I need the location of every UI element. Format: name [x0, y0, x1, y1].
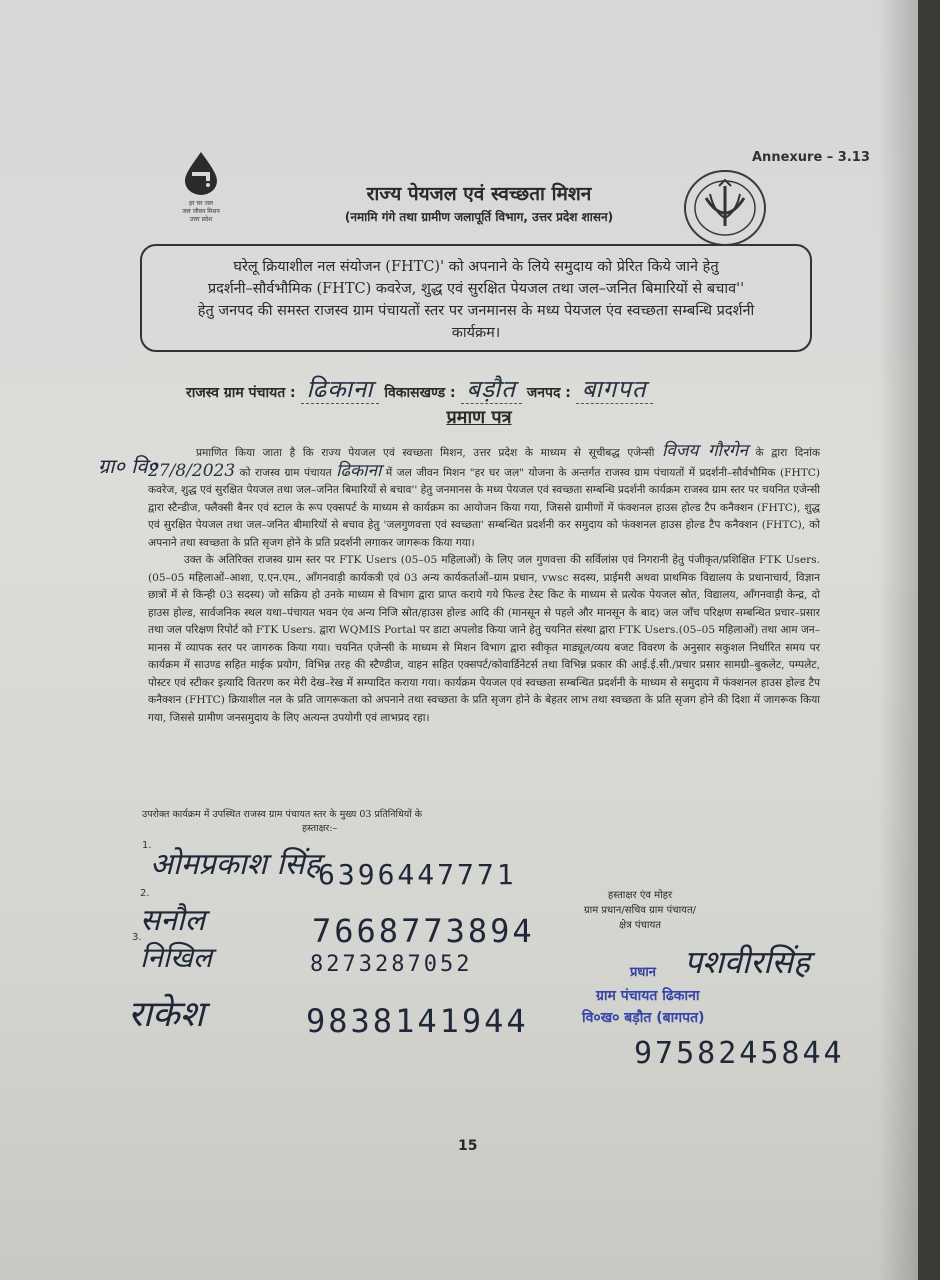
rep-3-phone: 8273287052 [310, 952, 473, 977]
program-description-box [140, 244, 812, 352]
present-note-line2: हस्ताक्षर:– [302, 823, 338, 834]
program-line-4: कार्यक्रम। [451, 325, 501, 341]
paragraph-2: उक्त के अतिरिक्त राजस्व ग्राम स्तर पर FTK Users (05–05 महिलाओं) के लिए जल गुणवत्ता की सर्विलांस एवं निगरानी हेतु पंजीकृत/प्रशिक्षित FTK Users.(05–05 महिलाओं–आशा, ए.एन.एम., आँगनवाड़ी कार्यकत्री एवं 03 अन्य कार्यकर्ताओं–ग्राम प्रधान, vwsc सदस्य, प्राईमरी अथवा प्राथमिक विद्यालय के प्रधानाचार्य, विज्ञान छात्रों में से किन्ही 03 सदस्य) जो सक्रिय हो उनके माध्यम से विभाग द्वारा प्राप्त कराये गये फिल्ड टेस्ट किट के माध्यम से प्रत्येक पेयजल स्रोत, विद्यालय, आँगनवाड़ी केन्द्र, दो हाउस होल्ड, सार्वजनिक स्थल यथा–पंचायत भवन एंव अन्य निजि स्रोत/हाउस होल्ड आदि की (मानसून से पहले और मानसून के बाद) जल जाँच परिक्षण सम्बन्धित प्रचार–प्रसार तथा जल परिक्षण रिपोर्ट को FTK Users. द्वारा WQMIS Portal पर डाटा अपलोड किया जाने हेतु चयनित संस्था द्वारा FTK Users.(05–05 महिलाओं) तथा आम जन–मानस में व्यापक स्तर पर जागरुक किया गया। चयनित एजेन्सी के माध्यम से मिशन विभाग द्वारा स्वीकृत माड्यूल/व्यय बजट विवरण के अनुसार सकुशल निर्धारित समय पर कार्यक्रम में साउण्ड सहित माईक प्रयोग, विभिन्न तरह की स्टैण्डीज, वाहन सहित एक्सपर्ट/कोवार्डिनेटर्स तथा विभिन्न प्रकार की आई.ई.सी./प्रचार प्रसार सामग्री–बुकलेट, पम्पलेट, पोस्टर एवं स्टीकर इत्यादि वितरण कर मेरी देख–रेख में सम्पादित कराया गया। कार्यक्रम पेयजल एवं स्वच्छता सम्बन्धित प्रदर्शनी के माध्यम से समुदाय में फंक्शनल हाउस होल्ड टैप कनैक्शन (FHTC) क्रियाशील नल के प्रति जागरूकता को अपनाने तथा स्वच्छता के प्रति सृजग होने के बेहतर लाभ तथा स्वच्छता के प्रति सृजग होने की दिशा में जागरूक किया गया, जिससे ग्रामीण जनसमुदाय के लिए अत्यन्त उपयोगी एवं लाभप्रद रहा। [148, 554, 820, 724]
rep-1-phone: 6396447771 [318, 858, 517, 891]
stamp-block-district: वि०ख० बड़ौत (बागपत) [582, 1010, 705, 1026]
paragraph-1 [148, 443, 820, 552]
stamp-label-line3: क्षेत्र पंचायत [619, 920, 661, 931]
logo-caption-2: जल जीवन मिशन [182, 208, 220, 215]
stamp-label-line2: ग्राम प्रधान/सचिव ग्राम पंचायत/ [583, 905, 697, 916]
stamp-label-line1: हस्ताक्षर एंव मोहर [607, 890, 673, 901]
rep-number-1: 1. [142, 840, 152, 851]
page-number: 15 [458, 1138, 478, 1154]
program-line-1: घरेलू क्रियाशील नल संयोजन (FHTC)' को अपनाने के लिये समुदाय को प्रेरित किये जाने हेतु [233, 259, 719, 275]
certificate-title: प्रमाण पत्र [446, 407, 512, 428]
pradhan-signature: पशवीरसिंह [684, 943, 811, 981]
agency-handwritten: विजय गौरगेन [662, 441, 748, 461]
header-subtitle: (नमामि गंगे तथा ग्रामीण जलापूर्ति विभाग, उत्तर प्रदेश शासन) [344, 210, 614, 224]
representatives-note [142, 808, 522, 836]
logo-caption-1: हर घर जल [189, 200, 213, 207]
program-line-2: प्रदर्शनी–सौर्वभौमिक (FHTC) कवरेज, शुद्ध एवं सुरक्षित पेयजल तथा जल–जनित बिमारियों से बचाव'' [207, 281, 745, 297]
stamp-gp-name: ग्राम पंचायत ढिकाना [596, 988, 700, 1004]
gp-value-handwritten: ढिकाना [301, 375, 380, 404]
rep-number-2: 2. [140, 888, 150, 899]
p1-text-d: में जल जीवन मिशन "हर घर जल" योजना के अन्तर्गत राजस्व ग्राम पंचायतों में प्रदर्शनी–सौर्वभौमिक (FHTC) कवरेज, शुद्ध एवं सुरक्षित पेयजल तथा जल–जनित बिमारियों से बचाव'' हेतु जनमानस के मध्य पेयजल एवं स्वच्छता सम्बन्धि प्रदर्शनी कार्यक्रम राजस्व ग्राम स्तर पर चयनित एजेन्सी द्वारा स्टैन्डीज, फ्लैक्सी बैनर एवं स्टाल के रूप एक्सपर्ट के माध्यम से कार्यक्रम का आयोजन किया गया, जिससे ग्रामीणों में फंक्शनल हाउस होल्ड टैप कनैक्शन (FHTC), शुद्ध एवं सुरक्षित पेयजल तथा जल–जनित बीमारियों से बचाव हेतु 'जलगुणवत्ता एवं स्वच्छता' सम्बन्धित प्रदर्शनी कर समुदाय को फंक्शनल हाउस होल्ड टैप कनैक्शन (FHTC), को अपनाने तथा स्वच्छता के प्रति सृजग होने के प्रति प्रदर्शनी लगाकर जागरूक किया गया। [148, 466, 820, 549]
rep-number-3: 3. [132, 932, 142, 943]
gp-handwritten-inline: ढिकाना [336, 460, 382, 481]
rep-2-phone: 7668773894 [312, 912, 535, 950]
rep-4-signature: राकेश [128, 994, 205, 1035]
program-line-3: हेतु जनपद की समस्त राजस्व ग्राम पंचायतों स्तर पर जनमानस के मध्य पेयजल एंव स्वच्छता सम्बन्धि प्रदर्शनी [197, 303, 755, 319]
date-handwritten: 27/8/2023 [148, 460, 236, 481]
annexure-label: Annexure – 3.13 [752, 150, 870, 165]
district-label: जनपद : [526, 385, 571, 401]
district-value-handwritten: बागपत [576, 375, 653, 404]
rep-2-signature: सनौल [140, 903, 206, 938]
rep-4-phone: 9838141944 [306, 1002, 529, 1040]
rep-1-signature: ओमप्रकाश सिंह [150, 847, 321, 882]
logo-caption-3: उत्तर प्रदेश [189, 216, 213, 223]
p1-text-b: के द्वारा दिनांक [755, 447, 820, 459]
certificate-body [148, 443, 820, 727]
signature-stamp-label [560, 888, 720, 933]
p1-text-c: को राजस्व ग्राम पंचायत [239, 466, 332, 479]
present-note-line1: उपरोक्त कार्यक्रम में उपस्थित राजस्व ग्राम पंचायत स्तर के मुख्य 03 प्रतिनिधियों के [142, 809, 423, 820]
pradhan-label: प्रधान [630, 965, 656, 980]
p1-text-a: प्रमाणित किया जाता है कि राज्य पेयजल एवं स्वच्छता मिशन, उत्तर प्रदेश के माध्यम से सूचीबद्ध एजेन्सी [196, 447, 655, 459]
location-fields [186, 372, 653, 405]
pradhan-phone: 9758245844 [634, 1036, 845, 1071]
block-value-handwritten: बड़ौत [461, 375, 522, 404]
margin-note-handwritten: ग्रा० वि० [98, 454, 158, 478]
gp-label: राजस्व ग्राम पंचायत : [186, 385, 296, 401]
rep-3-signature: निखिल [140, 941, 212, 974]
block-label: विकासखण्ड : [384, 385, 456, 401]
header-title: राज्य पेयजल एवं स्वच्छता मिशन [366, 183, 592, 205]
